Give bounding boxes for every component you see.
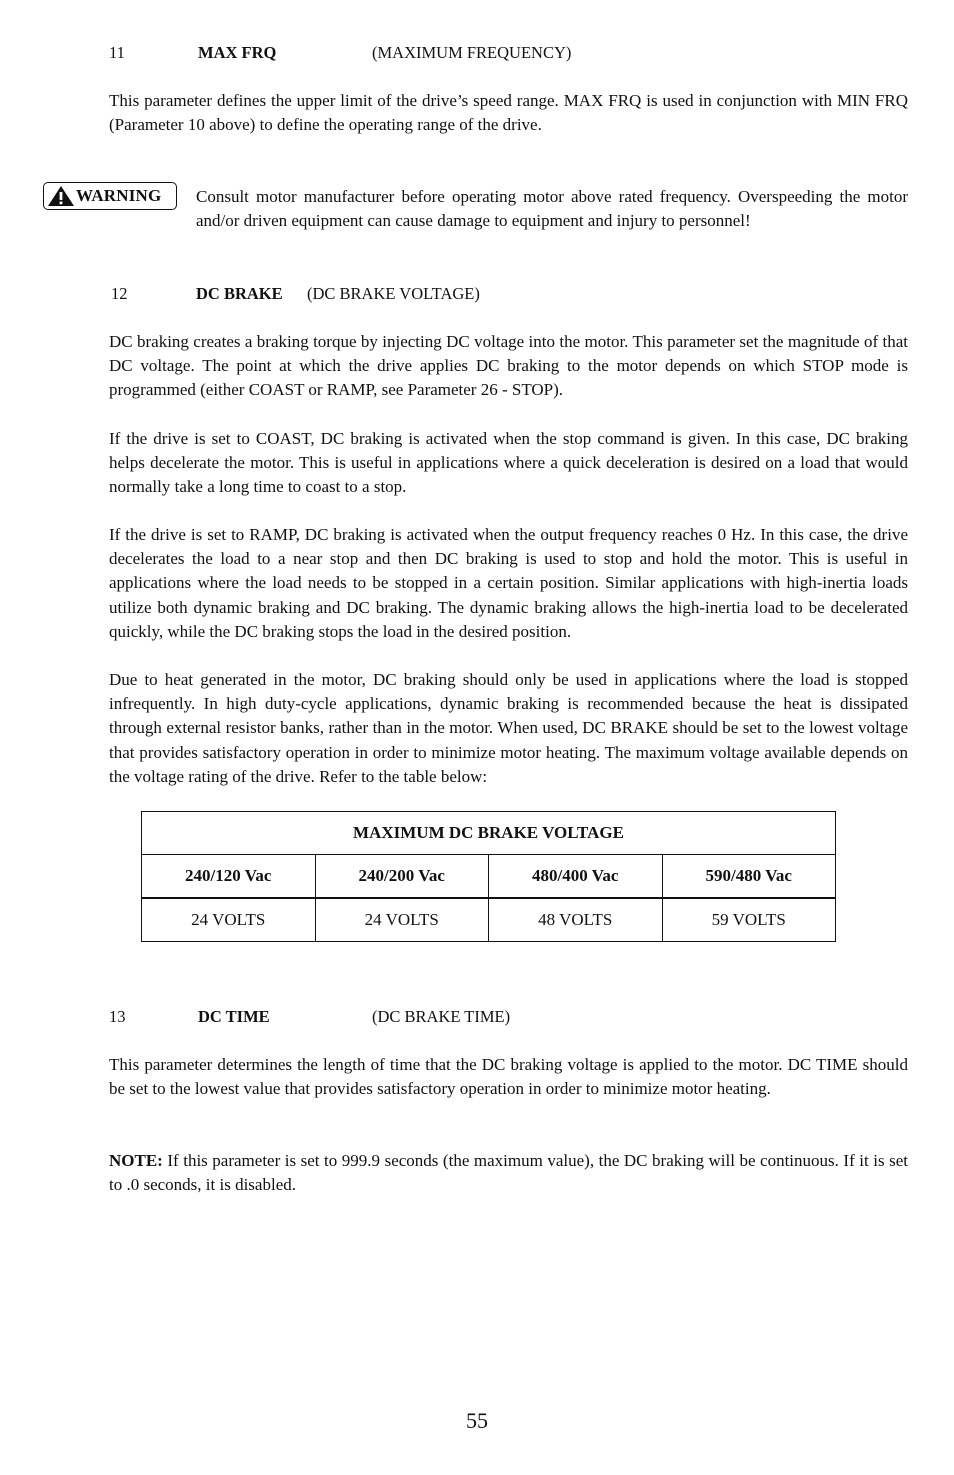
table-title: MAXIMUM DC BRAKE VOLTAGE <box>142 812 836 855</box>
param-name: MAX FRQ <box>198 43 277 62</box>
table-header-cell: 240/200 Vac <box>315 855 489 899</box>
paragraph: This parameter determines the length of time that the DC braking voltage is applied to the motor. DC TIME should be set to the lowest value that provides satisfactory operation in order to minimize motor heating. <box>109 1055 908 1099</box>
table-cell: 48 VOLTS <box>489 898 663 942</box>
param-description: (MAXIMUM FREQUENCY) <box>372 43 572 62</box>
table-header-cell: 480/400 Vac <box>489 855 663 899</box>
warning-label: WARNING <box>76 185 162 205</box>
note-paragraph <box>109 1149 908 1197</box>
param-name: DC TIME <box>198 1007 270 1026</box>
table-header-cell: 240/120 Vac <box>142 855 316 899</box>
paragraph: If the drive is set to COAST, DC braking is activated when the stop command is given. In this case, DC braking helps decelerate the motor. This is useful in applications where a quick deceleration is desired on a load that would normally take a long time to coast to a stop. <box>109 429 908 497</box>
param-name: DC BRAKE <box>196 284 283 303</box>
param-number: 11 <box>109 43 125 62</box>
note-text: If this parameter is set to 999.9 seconds (the maximum value), the DC braking will be continuous. If it is set to .0 seconds, it is disabled. <box>109 1151 908 1195</box>
param-number: 13 <box>109 1007 126 1026</box>
table-cell: 59 VOLTS <box>662 898 836 942</box>
table-header-row <box>142 855 836 899</box>
page-number: 55 <box>466 1408 488 1433</box>
paragraph: If the drive is set to RAMP, DC braking is activated when the output frequency reaches 0 Hz. In this case, the drive decelerates the load to a near stop and then DC braking is used to stop and hold the motor. This is useful in applications where the load needs to be stopped in a certain position. Similar applications with high-inertia loads utilize both dynamic braking and DC braking. The dynamic braking allows the high-inertia load to be decelerated quickly, while the DC braking stops the load in the desired position. <box>109 525 908 641</box>
paragraph: This parameter defines the upper limit of the drive’s speed range. MAX FRQ is used in conjunction with MIN FRQ (Parameter 10 above) to define the operating range of the drive. <box>109 91 908 135</box>
param-description: (DC BRAKE VOLTAGE) <box>307 284 480 303</box>
paragraph: DC braking creates a braking torque by injecting DC voltage into the motor. This parameter set the magnitude of that DC voltage. The point at which the drive applies DC braking to the motor depends on which STOP mode is programmed (either COAST or RAMP, see Parameter 26 - STOP). <box>109 332 908 400</box>
note-label: NOTE: <box>109 1151 163 1170</box>
table-row <box>142 898 836 942</box>
table-cell: 24 VOLTS <box>315 898 489 942</box>
warning-text: Consult motor manufacturer before operating motor above rated frequency. Overspeeding the motor and/or driven equipment can cause damage to equipment and injury to personnel! <box>196 187 908 231</box>
table-header-cell: 590/480 Vac <box>662 855 836 899</box>
paragraph: Due to heat generated in the motor, DC braking should only be used in applications where the load is stopped infrequently. In high duty-cycle applications, dynamic braking is recommended because the heat is dissipated through external resistor banks, rather than in the motor. When used, DC BRAKE should be set to the lowest voltage that provides satisfactory operation in order to minimize motor heating. The maximum voltage available depends on the voltage rating of the drive. Refer to the table below: <box>109 670 908 786</box>
warning-badge <box>43 182 177 210</box>
warning-triangle-icon <box>47 185 76 207</box>
max-dc-brake-voltage-table <box>141 811 836 942</box>
param-number: 12 <box>111 284 128 303</box>
table-cell: 24 VOLTS <box>142 898 316 942</box>
param-description: (DC BRAKE TIME) <box>372 1007 511 1026</box>
